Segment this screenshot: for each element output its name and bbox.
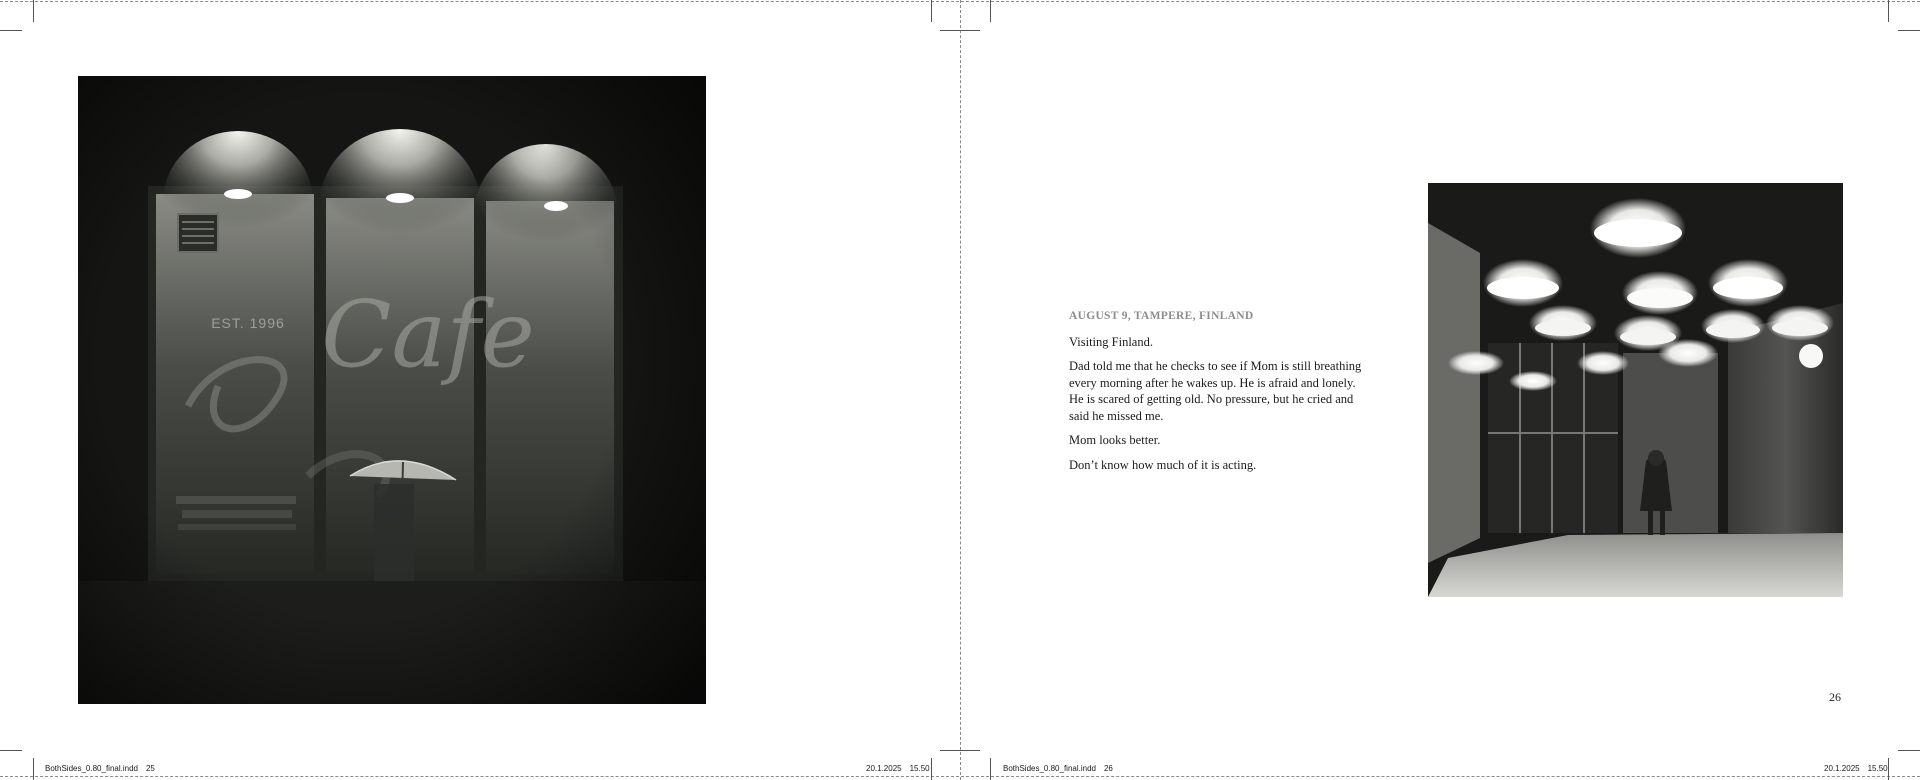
slug-page: 26 xyxy=(1103,764,1113,773)
entry-dateline: AUGUST 9, TAMPERE, FINLAND xyxy=(1069,310,1254,322)
slug-right-file xyxy=(1003,764,1113,773)
crop-mark xyxy=(931,0,932,22)
crop-mark xyxy=(1888,0,1889,22)
crop-mark xyxy=(0,30,22,31)
slug-right-date xyxy=(1824,764,1888,773)
lobby-photo xyxy=(1428,183,1843,597)
entry-paragraph: Dad told me that he checks to see if Mom is still breathing every morning after he wakes up. He is afraid and lonely. He is scared of getting old. No pressure, but he cried and said he missed me. xyxy=(1069,359,1362,423)
slug-time: 15.50 xyxy=(909,764,930,773)
crop-mark xyxy=(990,0,991,22)
page-number: 26 xyxy=(1829,690,1841,704)
slug-filename: BothSides_0.80_final.indd xyxy=(45,764,138,773)
slug-time: 15.50 xyxy=(1867,764,1888,773)
crop-mark xyxy=(990,758,991,780)
crop-mark xyxy=(1898,30,1920,31)
crop-mark xyxy=(931,758,932,780)
slug-date: 20.1.2025 xyxy=(1824,764,1860,773)
storefront-photo xyxy=(78,76,706,704)
crop-mark xyxy=(33,758,34,780)
slug-date: 20.1.2025 xyxy=(866,764,902,773)
crop-mark xyxy=(1898,750,1920,751)
slug-left-date xyxy=(866,764,930,773)
crop-mark xyxy=(940,750,980,751)
crop-mark xyxy=(0,750,22,751)
journal-entry xyxy=(1069,308,1369,481)
entry-paragraph: Don’t know how much of it is acting. xyxy=(1069,457,1257,472)
crop-mark xyxy=(1888,758,1889,780)
slug-page: 25 xyxy=(145,764,155,773)
crop-mark xyxy=(940,30,980,31)
slug-left-file xyxy=(45,764,155,773)
slug-filename: BothSides_0.80_final.indd xyxy=(1003,764,1096,773)
entry-paragraph: Visiting Finland. xyxy=(1069,334,1153,349)
crop-mark xyxy=(33,0,34,22)
entry-paragraph: Mom looks better. xyxy=(1069,433,1161,447)
gutter-line xyxy=(960,0,961,780)
